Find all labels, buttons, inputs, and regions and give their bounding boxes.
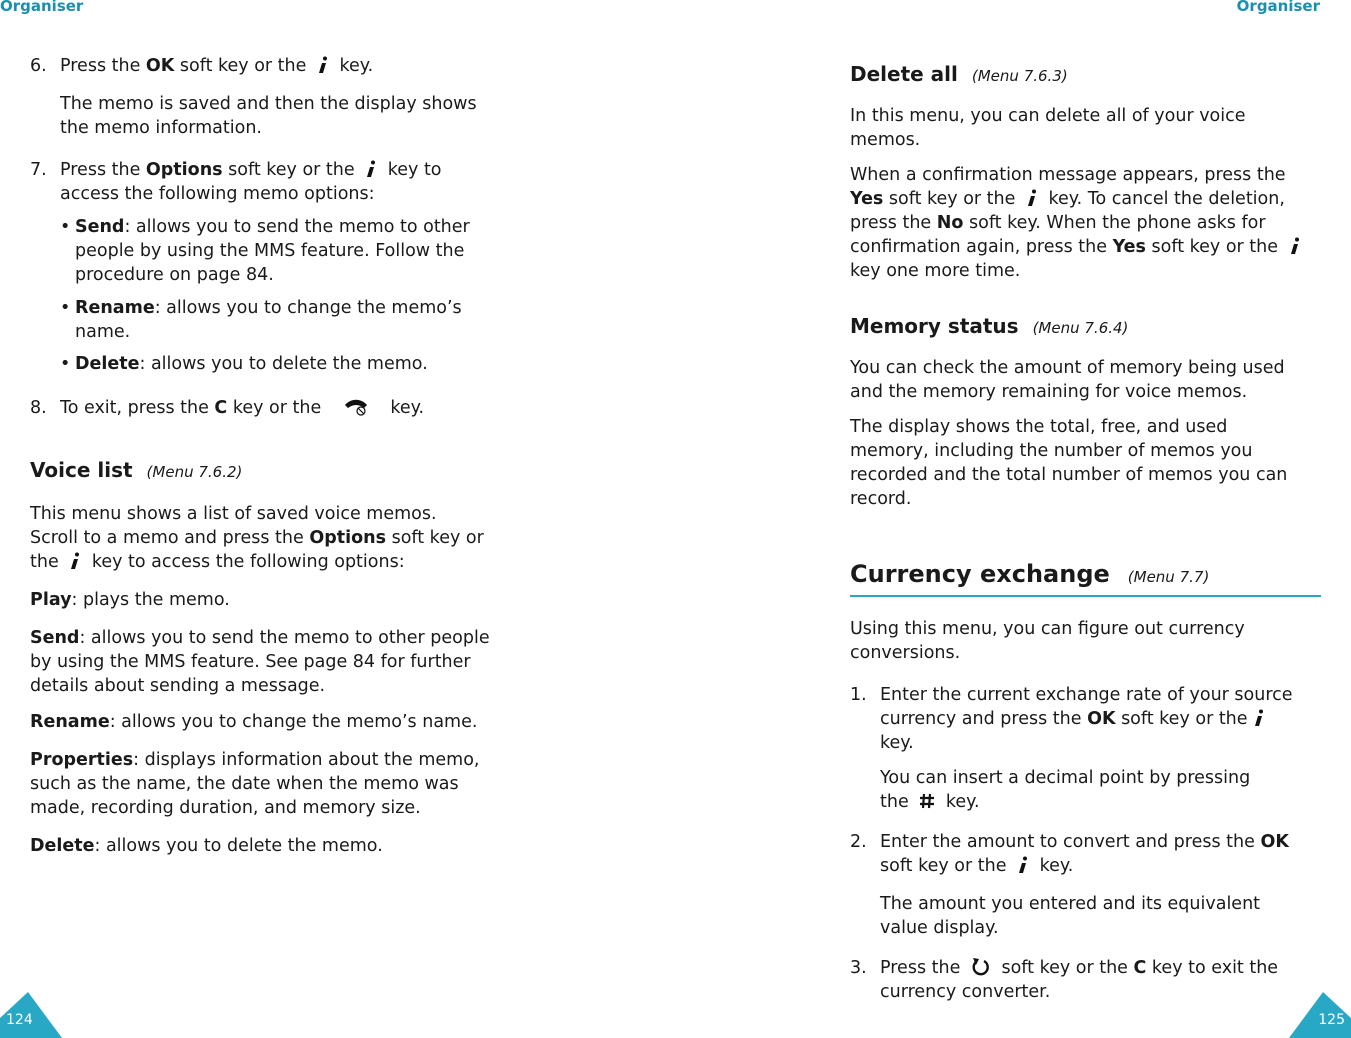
voice-list-heading: Voice list (Menu 7.6.2) — [30, 458, 243, 482]
page-number-badge: 124 — [0, 992, 62, 1038]
option-delete: Delete: allows you to delete the memo. — [30, 836, 383, 856]
currency-step-2-note: The amount you entered and its equivalent value display. — [880, 894, 1261, 938]
running-header: Organiser — [0, 0, 84, 15]
ok-key-icon — [1016, 856, 1030, 874]
end-call-key-icon — [331, 396, 381, 418]
ok-key-icon — [1252, 709, 1266, 727]
voice-list-paragraph: This menu shows a list of saved voice memos. Scroll to a memo and press the Options soft key or the key to access the following options: — [30, 504, 484, 572]
currency-step-1-note: You can insert a decimal point by pressing the key. — [880, 768, 1251, 812]
option-send: Send: allows you to send the memo to other people by using the MMS feature. See page 84 for further details about sending a message. — [30, 628, 490, 696]
memory-status-para-1: You can check the amount of memory being used and the memory remaining for voice memos. — [850, 358, 1285, 402]
currency-para: Using this menu, you can figure out currency conversions. — [850, 619, 1245, 663]
section-rule — [850, 595, 1321, 597]
ok-key-icon — [1288, 237, 1302, 255]
ok-key-icon — [316, 56, 330, 74]
left-page: Organiser 6. Press the OK soft key or the key. The memo is saved and then the display shows the memo information. 7. Press the Options soft key or the key to access the following memo options: • Send: allows you to send the memo to other people by using the MMS feature. Follow the procedure on page 84. • Rename: allows you to change the memo’s name. • Delete: allows you to delete the memo. 8. To exit, press the C key or the key. Voice list (Menu 7.6.2) This menu shows a list of saved voice memos. Scroll to a memo and press the Options soft key or the key to access the following options: Play: plays the memo. Send: allows you to send the memo to other people by using the MMS feature. See page 84 for further details about sending a message. Rename: allows you to change the memo’s name. Properties: displays information about the memo, such as the name, the date when the memo was made, recording duration, and memory size. Delete: allows you to delete the memo. 124 — [0, 0, 675, 1038]
ok-key-icon — [68, 552, 82, 570]
back-arrow-key-icon — [970, 956, 992, 978]
option-properties: Properties: displays information about the memo, such as the name, the date when the memo was made, recording duration, and memory size. — [30, 750, 480, 818]
hash-key-icon — [918, 792, 936, 810]
memory-status-heading: Memory status (Menu 7.6.4) — [850, 314, 1129, 338]
delete-all-heading: Delete all (Menu 7.6.3) — [850, 62, 1068, 86]
step-7-line2: access the following memo options: — [60, 184, 375, 204]
option-play: Play: plays the memo. — [30, 590, 230, 610]
delete-all-para-2: When a confirmation message appears, press the Yes soft key or the key. To cancel the deletion, press the No soft key. When the phone asks for confirmation again, press the Yes soft key or the key one more time. — [850, 163, 1330, 283]
page-number-badge: 125 — [1289, 992, 1351, 1038]
delete-all-para-1: In this menu, you can delete all of your voice memos. — [850, 106, 1246, 150]
option-rename: Rename: allows you to change the memo’s name. — [30, 712, 478, 732]
running-header: Organiser — [1236, 0, 1320, 15]
memory-status-para-2: The display shows the total, free, and used memory, including the number of memos you recorded and the total number of memos you can record. — [850, 417, 1288, 509]
right-page: Organiser Delete all (Menu 7.6.3) In this menu, you can delete all of your voice memos. When a confirmation message appears, press the Yes soft key or the key. To cancel the deletion, press the No soft key. When the phone asks for confirmation again, press the Yes soft key or the key one more time. Memory status (Menu 7.6.4) You can check the amount of memory being used and the memory remaining for voice memos. The display shows the total, free, and used memory, including the number of memos you recorded and the total number of memos you can record. Currency exchange (Menu 7.7) Using this menu, you can figure out currency conversions. 1. Enter the current exchange rate of your source currency and press the OK soft key or the key. You can insert a decimal point by pressing the key. 2. Enter the amount to convert and press the OK soft key or the key. The amount you entered and its equivalent value display. 3. Press the soft key or the C key to exit the currency converter. 125 — [676, 0, 1351, 1038]
step-6-note: The memo is saved and then the display shows the memo information. — [60, 94, 477, 138]
ok-key-icon — [364, 160, 378, 178]
currency-exchange-heading: Currency exchange (Menu 7.7) — [850, 560, 1210, 588]
ok-key-icon — [1025, 189, 1039, 207]
